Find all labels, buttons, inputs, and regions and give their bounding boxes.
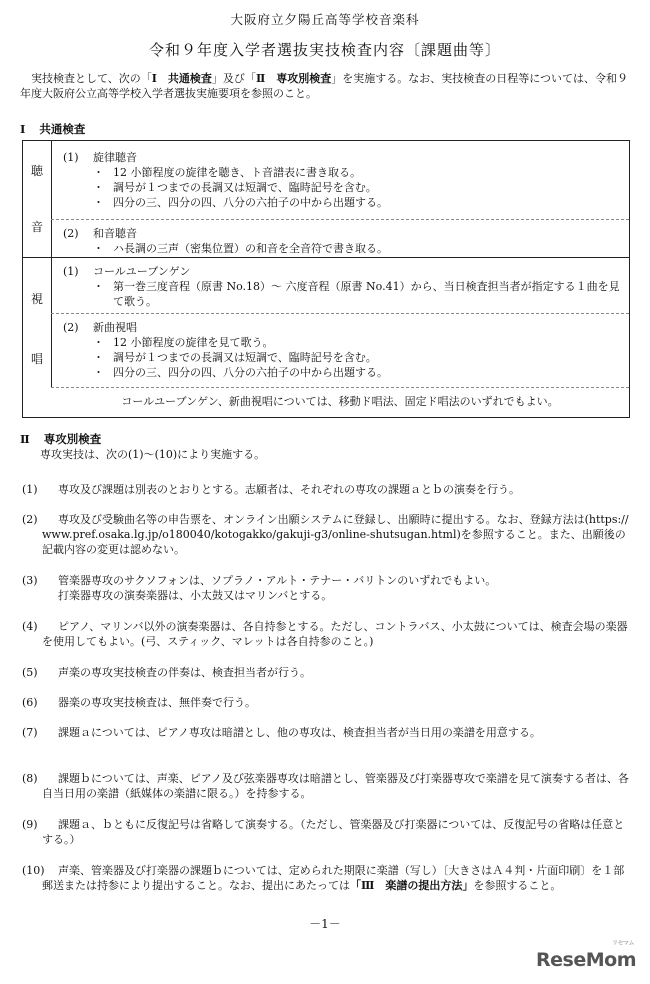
melody-bullet: ・ 調号が１つまでの長調又は短調で、臨時記号を含む。 bbox=[93, 181, 621, 196]
concone-num: (1) bbox=[63, 265, 79, 278]
item-number: (10) bbox=[22, 864, 45, 877]
list-item bbox=[22, 818, 632, 848]
solfege-note: コールユーブンゲン、新曲視唱については、移動ド唱法、固定ド唱法のいずれでもよい。 bbox=[121, 395, 559, 408]
item-10-bold-ref: 「Ⅲ 楽譜の提出方法」 bbox=[350, 878, 474, 892]
list-item bbox=[22, 620, 632, 650]
divider bbox=[51, 387, 629, 388]
list-item bbox=[22, 772, 632, 802]
hearing-char-2: 音 bbox=[30, 220, 43, 234]
sight-char-1: 視 bbox=[30, 292, 43, 306]
item-text bbox=[42, 864, 632, 894]
page-number: －1－ bbox=[309, 917, 341, 931]
intro-mid: 」及び「 bbox=[211, 72, 256, 85]
item-text: 声楽の専攻実技検査の伴奏は、検査担当者が行う。 bbox=[58, 666, 311, 679]
sight-bullet: ・ 四分の三、四分の四、八分の六拍子の中から出題する。 bbox=[93, 366, 621, 381]
item-number: (2) bbox=[22, 513, 38, 526]
sight-num: (2) bbox=[63, 321, 79, 334]
common-exam-table bbox=[22, 140, 630, 418]
harmony-num: (2) bbox=[63, 227, 79, 240]
melody-title: 旋律聴音 bbox=[93, 151, 137, 164]
item-number: (1) bbox=[22, 483, 38, 496]
item-number: (6) bbox=[22, 696, 38, 709]
item-text: 課題ａ、ｂともに反復記号は省略して演奏する。（ただし、管楽器及び打楽器については、反復記号の省略は任意とする。） bbox=[42, 818, 625, 846]
divider bbox=[51, 313, 629, 314]
sight-bullet: ・ 調号が１つまでの長調又は短調で、臨時記号を含む。 bbox=[93, 351, 621, 366]
list-item bbox=[22, 696, 632, 711]
intro-bold-1: Ⅰ 共通検査 bbox=[151, 72, 212, 85]
concone-bullet: ・ 第一巻三度音程（原書 No.18）～ 六度音程（原書 No.41）から、当日検査担当者が指定する１曲を見て歌う。 bbox=[93, 280, 621, 310]
list-item bbox=[22, 513, 632, 558]
item-number: (9) bbox=[22, 818, 38, 831]
list-item bbox=[22, 726, 632, 741]
sight-title: 新曲視唱 bbox=[93, 321, 137, 334]
hearing-char-1: 聴 bbox=[30, 164, 43, 178]
sight-singing-column bbox=[23, 257, 52, 387]
divider bbox=[23, 257, 629, 258]
item-text: 専攻及び課題は別表のとおりとする。志願者は、それぞれの専攻の課題ａとｂの演奏を行う。 bbox=[58, 483, 520, 496]
melody-bullet: ・ 12 小節程度の旋律を聴き、ト音譜表に書き取る。 bbox=[93, 166, 621, 181]
page-title: 令和９年度入学者選抜実技検査内容〔課題曲等〕 bbox=[148, 41, 501, 59]
concone-title: コールユーブンゲン bbox=[93, 265, 191, 278]
intro-paragraph bbox=[20, 72, 630, 102]
item-number: (7) bbox=[22, 726, 38, 739]
concone-exercise bbox=[63, 265, 621, 310]
item-10-tail: を参照すること。 bbox=[473, 878, 562, 892]
section-2-label: 専攻別検査 bbox=[43, 432, 102, 446]
item-text: 管楽器専攻のサクソフォンは、ソプラノ・アルト・テナー・バリトンのいずれでもよい。 bbox=[58, 574, 497, 587]
item-text: 器楽の専攻実技検査は、無伴奏で行う。 bbox=[58, 696, 256, 709]
section-1-number: Ⅰ bbox=[20, 122, 26, 136]
sight-char-2: 唱 bbox=[30, 352, 43, 366]
harmony-title: 和音聴音 bbox=[93, 227, 137, 240]
item-text: 専攻及び受験曲名等の申告票を、オンライン出願システムに登録し、出願時に提出する。なお、登録方法は(https://www.pref.osaka.lg.jp/o180040/kotogakko/gakuji-g3/online-shutsugan.html)を参照すること。また、出願後の記載内容の変更は認めない。 bbox=[42, 513, 629, 556]
item-10-text: 声楽、管楽器及び打楽器の課題ｂについては、定められた期限に楽譜（写し）〔大きさはＡ４判・片面印刷〕を１部郵送または持参により提出すること。なお、提出にあたっては bbox=[42, 864, 625, 892]
list-item bbox=[22, 483, 632, 498]
intro-pre: 実技検査として、次の「 bbox=[31, 72, 152, 85]
section-1-label: 共通検査 bbox=[39, 122, 86, 136]
logo-kana: リセマム bbox=[612, 940, 634, 947]
item-number: (5) bbox=[22, 666, 38, 679]
list-item bbox=[22, 574, 632, 604]
intro-bold-2: Ⅱ 専攻別検査 bbox=[255, 72, 332, 85]
melody-dictation bbox=[63, 151, 621, 210]
melody-num: (1) bbox=[63, 151, 79, 164]
list-item bbox=[22, 864, 632, 894]
school-name: 大阪府立夕陽丘高等学校音楽科 bbox=[230, 12, 420, 27]
item-text: 課題ａについては、ピアノ専攻は暗譜とし、他の専攻は、検査担当者が当日用の楽譜を用意する。 bbox=[58, 726, 541, 739]
section-2-subtitle: 専攻実技は、次の(1)～(10)により実施する。 bbox=[40, 448, 266, 461]
item-number: (3) bbox=[22, 574, 38, 587]
hearing-column bbox=[23, 141, 52, 257]
sight-bullet: ・ 12 小節程度の旋律を見て歌う。 bbox=[93, 336, 621, 351]
melody-bullet: ・ 四分の三、四分の四、八分の六拍子の中から出題する。 bbox=[93, 196, 621, 211]
list-item bbox=[22, 666, 632, 681]
logo-text: ReseMom bbox=[536, 949, 636, 971]
item-number: (8) bbox=[22, 772, 38, 785]
item-text-2: 打楽器専攻の演奏楽器は、小太鼓又はマリンバとする。 bbox=[58, 588, 333, 602]
section-2-number: Ⅱ bbox=[20, 432, 30, 446]
divider bbox=[51, 219, 629, 220]
intro-post: 」を実施する。なお、実技検査の日程等については、令和９年度大阪府公立高等学校入学者選抜実施要項を参照のこと。 bbox=[20, 72, 628, 100]
section-2-heading bbox=[20, 432, 101, 448]
harmony-dictation bbox=[63, 227, 621, 257]
harmony-bullet: ・ ハ長調の三声（密集位置）の和音を全音符で書き取る。 bbox=[93, 242, 621, 257]
new-sight-singing bbox=[63, 321, 621, 380]
item-text: ピアノ、マリンバ以外の演奏楽器は、各自持参とする。ただし、コントラバス、小太鼓については、検査会場の楽器を使用してもよい。(弓、スティック、マレットは各自持参のこと。) bbox=[42, 620, 628, 648]
item-text: 課題ｂについては、声楽、ピアノ及び弦楽器専攻は暗譜とし、管楽器及び打楽器専攻で楽譜を見て演奏する者は、各自当日用の楽譜（紙媒体の楽譜に限る。）を持参する。 bbox=[42, 772, 629, 800]
resemom-logo bbox=[536, 940, 636, 974]
section-1-heading bbox=[20, 122, 85, 138]
item-number: (4) bbox=[22, 620, 38, 633]
